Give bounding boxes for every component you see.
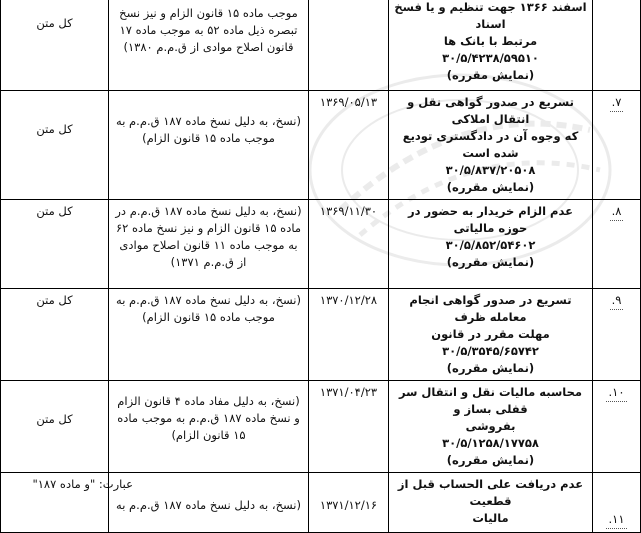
description-cell: (نسخ، به دلیل نسخ ماده ۱۸۷ ق.م.م به xyxy=(109,473,309,533)
status-text: عبارت: "و ماده ۱۸۷" xyxy=(32,477,133,491)
table-row xyxy=(1,381,641,473)
title-line: تسریع در صدور گواهی انجام معامله ظرف xyxy=(409,293,572,324)
row-number: ۷. xyxy=(610,94,624,112)
show-regulation-link[interactable]: (نمایش مقرره) xyxy=(446,453,535,467)
row-number-cell xyxy=(593,381,641,473)
status-cell: کل متن xyxy=(1,200,109,289)
table-row xyxy=(1,91,641,200)
title-line: محاسبه مالیات نقل و انتقال سر قفلی بساز و xyxy=(398,385,583,416)
title-line: عدم دریافت علی الحساب قبل از قطعیت xyxy=(397,477,584,508)
row-number-cell xyxy=(593,0,641,91)
title-line: مرتبط با بانک ها xyxy=(443,34,538,48)
reference-number: ۳۰/۵/۸۵۲/۵۴۶۰۲ xyxy=(445,238,536,252)
status-cell xyxy=(1,473,133,533)
show-regulation-link[interactable]: (نمایش مقرره) xyxy=(446,361,535,375)
row-number-cell xyxy=(593,289,641,381)
date-cell: ۱۳۷۰/۱۲/۲۸ xyxy=(309,289,389,381)
date-cell: ۱۳۷۱/۱۲/۱۶ xyxy=(309,473,389,533)
description-cell: موجب ماده ۱۵ قانون الزام و نیز نسخ تبصره ذیل ماده ۵۲ به موجب ماده ۱۷ قانون اصلاح موادی از ق.م.م ۱۳۸۰) xyxy=(109,0,309,91)
title-line: مهلت مقرر در قانون xyxy=(431,327,550,341)
description-cell: (نسخ، به دلیل مفاد ماده ۴ قانون الزام و نسخ ماده ۱۸۷ ق.م.م به موجب ماده ۱۵ قانون الزام) xyxy=(109,381,309,473)
title-cell xyxy=(389,473,593,533)
table-row xyxy=(1,289,641,381)
title-cell xyxy=(389,200,593,289)
reference-number: ۳۰/۵/۴۲۳۸/۵۹۵۱۰ xyxy=(442,51,539,65)
title-line: اسفند ۱۳۶۶ جهت تنظیم و یا فسخ اسناد xyxy=(394,0,587,31)
title-cell xyxy=(389,381,593,473)
title-line: که وجوه آن در دادگستری تودیع شده است xyxy=(402,129,579,160)
row-number: ۱۱. xyxy=(606,511,626,529)
title-line: بفروشی xyxy=(465,419,516,433)
date-cell: ۱۳۶۹/۱۱/۳۰ xyxy=(309,200,389,289)
title-cell xyxy=(389,91,593,200)
title-cell xyxy=(389,289,593,381)
status-cell: کل متن xyxy=(1,289,109,381)
row-number: ۹. xyxy=(610,292,624,310)
title-cell xyxy=(389,0,593,91)
description-cell: (نسخ، به دلیل نسخ ماده ۱۸۷ ق.م.م به موجب ماده ۱۵ قانون الزام) xyxy=(109,289,309,381)
title-line: عدم الزام خریدار به حضور در حوزه مالیاتی xyxy=(408,204,573,235)
title-line: تسریع در صدور گواهی نقل و انتقال املاکی xyxy=(407,95,574,126)
table-row xyxy=(1,200,641,289)
title-line: مالیات xyxy=(472,511,509,525)
show-regulation-link[interactable]: (نمایش مقرره) xyxy=(446,255,535,269)
row-number-cell xyxy=(593,473,641,533)
reference-number: ۳۰/۵/۸۳۷/۲۰۵۰۸ xyxy=(445,163,536,177)
table-row xyxy=(1,0,641,91)
show-regulation-link[interactable]: (نمایش مقرره) xyxy=(446,180,535,194)
row-number: ۱۰. xyxy=(606,384,626,402)
reference-number: ۳۰/۵/۳۵۴۵/۶۵۷۴۲ xyxy=(442,344,539,358)
status-cell: کل متن xyxy=(1,381,109,473)
status-cell: کل متن xyxy=(1,0,109,91)
reference-number: ۳۰/۵/۱۲۵۸/۱۷۷۵۸ xyxy=(442,436,539,450)
date-cell: ۱۳۷۱/۰۴/۲۳ xyxy=(309,381,389,473)
table-row xyxy=(1,473,641,533)
description-cell: (نسخ، به دلیل نسخ ماده ۱۸۷ ق.م.م در ماده ۱۵ قانون الزام و نیز نسخ ماده ۶۲ به موجب ماده ۱۱ قانون اصلاح موادی از ق.م.م ۱۳۷۱) xyxy=(109,200,309,289)
date-cell: ۱۳۶۹/۰۵/۱۳ xyxy=(309,91,389,200)
row-number: ۸. xyxy=(610,203,624,221)
row-number-cell xyxy=(593,200,641,289)
date-cell xyxy=(309,0,389,91)
row-number-cell xyxy=(593,91,641,200)
description-cell: (نسخ، به دلیل نسخ ماده ۱۸۷ ق.م.م به موجب ماده ۱۵ قانون الزام) xyxy=(109,91,309,200)
status-cell: کل متن xyxy=(1,91,109,200)
show-regulation-link[interactable]: (نمایش مقرره) xyxy=(446,68,535,82)
